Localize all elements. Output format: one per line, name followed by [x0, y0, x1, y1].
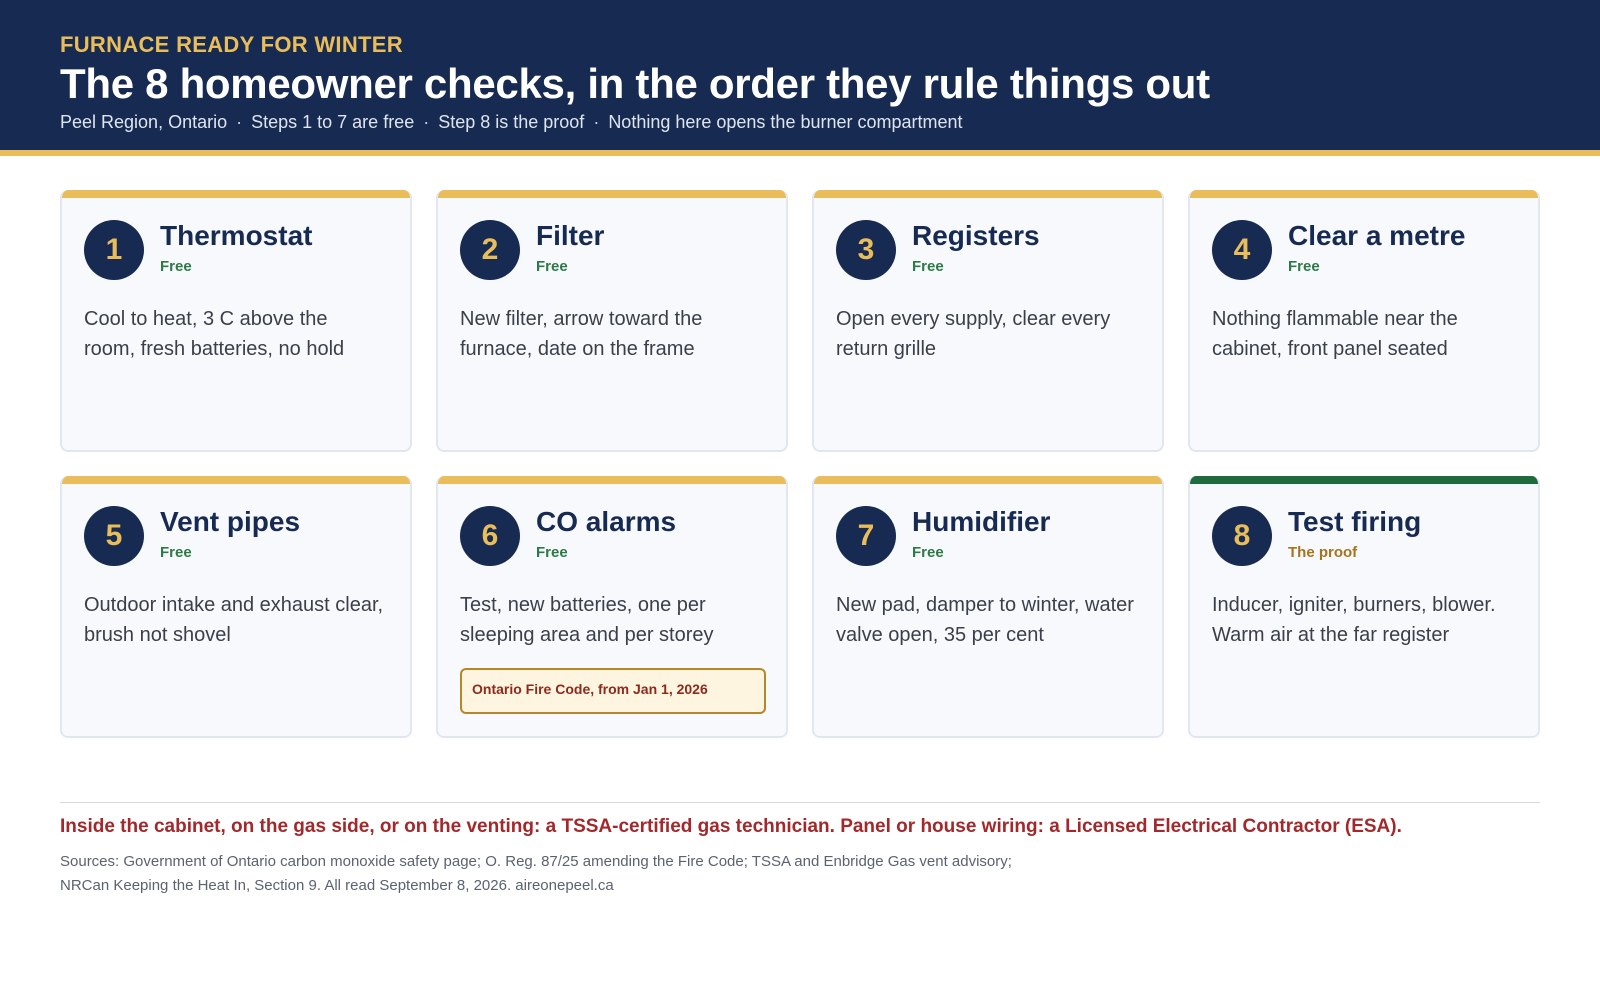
- step-number-badge: 8: [1212, 506, 1272, 566]
- card-description: Outdoor intake and exhaust clear, brush not shovel: [84, 594, 384, 646]
- card-description: Inducer, igniter, burners, blower. Warm air at the far register: [1212, 594, 1496, 646]
- cost-label: Free: [536, 258, 568, 275]
- separator-dot: ·: [236, 112, 243, 132]
- separator-dot: ·: [423, 112, 430, 132]
- card-title: CO alarms: [536, 506, 677, 537]
- card-top-bar: [814, 476, 1162, 484]
- check-card-humidifier: [812, 476, 1164, 738]
- cost-label: Free: [536, 544, 568, 561]
- sources-line: NRCan Keeping the Heat In, Section 9. All read September 8, 2026. aireonepeel.ca: [60, 877, 614, 894]
- cost-label: Free: [160, 258, 192, 275]
- subtitle-proof-step: Step 8 is the proof: [438, 112, 585, 132]
- card-title: Test firing: [1288, 506, 1422, 537]
- card-description: New pad, damper to winter, water valve open, 35 per cent: [836, 594, 1134, 646]
- step-number-badge: 4: [1212, 220, 1272, 280]
- header-banner: [0, 0, 1600, 150]
- card-title: Humidifier: [912, 506, 1051, 537]
- subtitle-region: Peel Region, Ontario: [60, 112, 228, 132]
- check-card-filter: [436, 190, 788, 452]
- card-description: Test, new batteries, one per sleeping area and per storey: [460, 594, 714, 646]
- card-top-bar: [62, 190, 410, 198]
- cost-label: Free: [160, 544, 192, 561]
- card-top-bar: [438, 476, 786, 484]
- card-title: Registers: [912, 220, 1040, 251]
- card-top-bar: [62, 476, 410, 484]
- cost-label: Free: [1288, 258, 1320, 275]
- cost-label: The proof: [1288, 544, 1358, 561]
- footer-divider: [60, 802, 1540, 803]
- subtitle-safety-note: Nothing here opens the burner compartment: [608, 112, 963, 132]
- separator-dot: ·: [593, 112, 600, 132]
- step-number-badge: 2: [460, 220, 520, 280]
- sources-line: Sources: Government of Ontario carbon monoxide safety page; O. Reg. 87/25 amending the Fire Code; TSSA and Enbridge Gas vent advisory;: [60, 853, 1012, 870]
- check-card-registers: [812, 190, 1164, 452]
- page-title: The 8 homeowner checks, in the order they rule things out: [60, 60, 1210, 107]
- step-number-badge: 1: [84, 220, 144, 280]
- step-number-badge: 5: [84, 506, 144, 566]
- card-top-bar: [814, 190, 1162, 198]
- card-top-bar: [438, 190, 786, 198]
- cost-label: Free: [912, 258, 944, 275]
- card-description: Open every supply, clear every return grille: [836, 308, 1111, 360]
- card-top-bar: [1190, 476, 1538, 484]
- card-top-bar: [1190, 190, 1538, 198]
- fire-code-note: Ontario Fire Code, from Jan 1, 2026: [460, 668, 766, 714]
- check-card-thermostat: [60, 190, 412, 452]
- technician-warning: Inside the cabinet, on the gas side, or on the venting: a TSSA-certified gas technician. Panel or house wiring: a Licensed Electrical Contractor (ESA).: [60, 816, 1402, 837]
- card-title: Vent pipes: [160, 506, 301, 537]
- card-description: Cool to heat, 3 C above the room, fresh batteries, no hold: [84, 308, 345, 360]
- eyebrow-label: FURNACE READY FOR WINTER: [60, 32, 403, 57]
- check-card-test-firing: [1188, 476, 1540, 738]
- subtitle-free-steps: Steps 1 to 7 are free: [251, 112, 415, 132]
- check-card-vent-pipes: [60, 476, 412, 738]
- checks-grid: [60, 190, 1540, 738]
- card-title: Filter: [536, 220, 605, 251]
- check-card-clearance: [1188, 190, 1540, 452]
- card-title: Thermostat: [160, 220, 313, 251]
- sources-note: [60, 850, 1260, 898]
- check-card-co-alarms: [436, 476, 788, 738]
- card-title: Clear a metre: [1288, 220, 1466, 251]
- subtitle-line: [60, 112, 963, 133]
- card-description: Nothing flammable near the cabinet, front panel seated: [1212, 308, 1458, 360]
- header-divider: [0, 150, 1600, 156]
- step-number-badge: 6: [460, 506, 520, 566]
- card-description: New filter, arrow toward the furnace, date on the frame: [460, 308, 703, 360]
- step-number-badge: 7: [836, 506, 896, 566]
- step-number-badge: 3: [836, 220, 896, 280]
- cost-label: Free: [912, 544, 944, 561]
